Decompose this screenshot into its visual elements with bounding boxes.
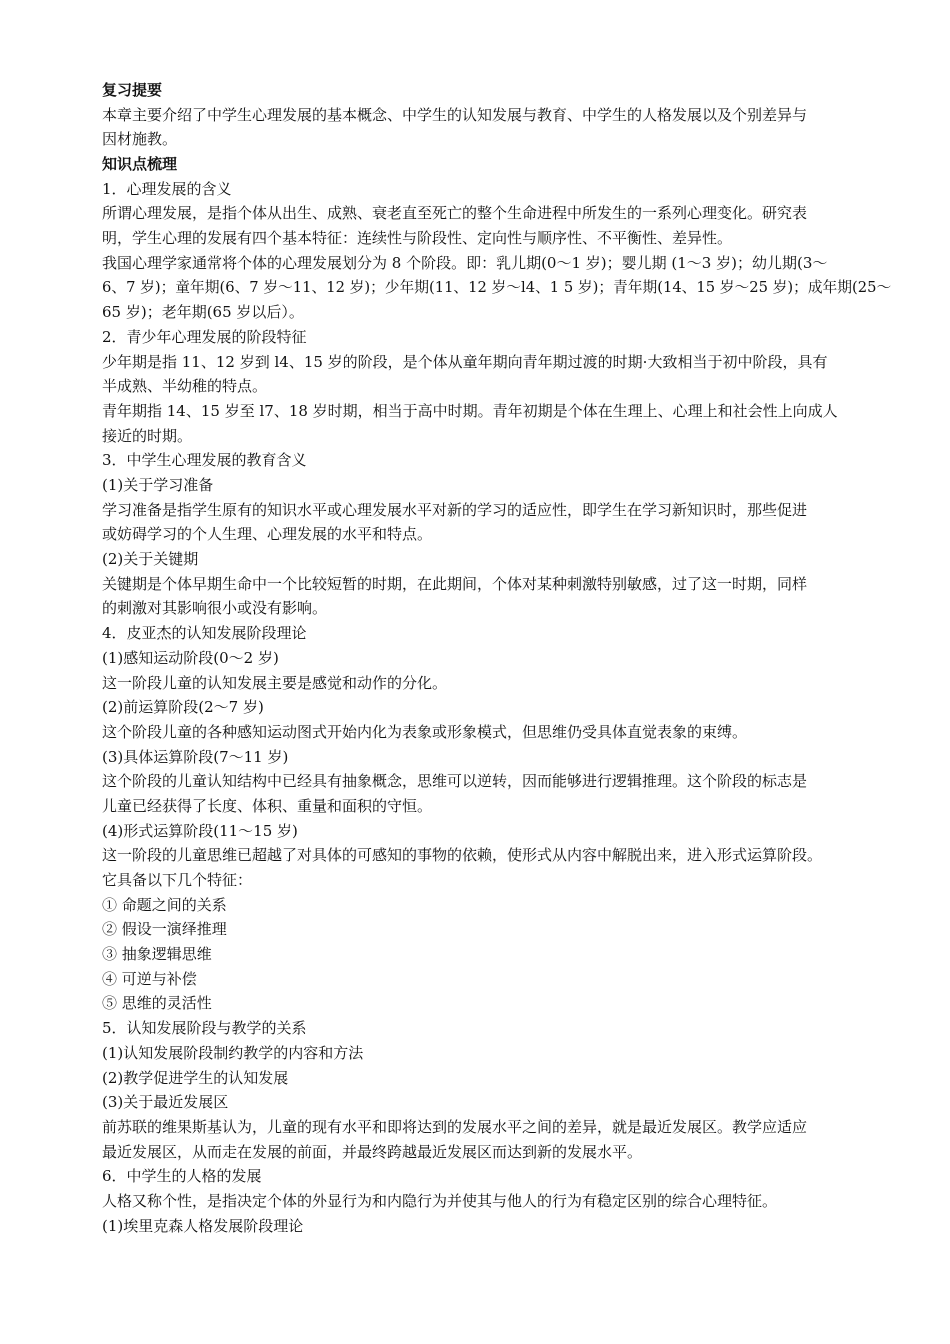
text-line: 学习准备是指学生原有的知识水平或心理发展水平对新的学习的适应性，即学生在学习新知识时，那些促进	[102, 500, 808, 519]
text-line: 最近发展区，从而走在发展的前面，并最终跨越最近发展区而达到新的发展水平。	[102, 1142, 643, 1161]
text-line: 少年期是指 11、12 岁到 l4、15 岁的阶段，是个体从童年期向青年期过渡的时期·大致相当于初中阶段，具有	[102, 352, 828, 371]
text-line: 的刺激对其影响很小或没有影响。	[102, 599, 328, 618]
document-page	[102, 78, 892, 1238]
text-line: 接近的时期。	[102, 426, 193, 445]
text-line: 这一阶段的儿童思维已超越了对具体的可感知的事物的依赖，使形式从内容中解脱出来，进入形式运算阶段。	[102, 846, 823, 865]
text-line: 5．认知发展阶段与教学的关系	[102, 1019, 307, 1038]
section-heading: 复习提要	[102, 81, 163, 99]
text-line: 青年期指 14、15 岁至 l7、18 岁时期，相当于高中时期。青年初期是个体在生理上、心理上和社会性上向成人	[102, 401, 838, 420]
text-line: ① 命题之间的关系	[102, 895, 227, 914]
text-line: 它具备以下几个特征：	[102, 871, 253, 889]
text-line: 所谓心理发展，是指个体从出生、成熟、衰老直至死亡的整个生命进程中所发生的一系列心理变化。研究表	[102, 204, 808, 223]
text-line: (1)埃里克森人格发展阶段理论	[102, 1216, 304, 1235]
text-line: 半成熟、半幼稚的特点。	[102, 377, 268, 396]
text-line: 儿童已经获得了长度、体积、重量和面积的守恒。	[102, 796, 433, 815]
text-line: 1．心理发展的含义	[102, 179, 232, 198]
text-line: (1)感知运动阶段(0～2 岁)	[102, 648, 279, 667]
text-line: 6．中学生的人格的发展	[102, 1167, 262, 1186]
text-line: 因材施教。	[102, 130, 178, 149]
text-line: (1)关于学习准备	[102, 476, 214, 494]
text-line: 明，学生心理的发展有四个基本特征：连续性与阶段性、定向性与顺序性、不平衡性、差异性。	[102, 229, 733, 248]
text-line: ④ 可逆与补偿	[102, 969, 197, 988]
text-line: ③ 抽象逻辑思维	[102, 945, 212, 964]
text-line: (2)关于关键期	[102, 550, 199, 569]
text-line: 本章主要介绍了中学生心理发展的基本概念、中学生的认知发展与教育、中学生的人格发展以及个别差异与	[102, 105, 808, 124]
text-line: (4)形式运算阶段(11～15 岁)	[102, 821, 298, 840]
text-line: 人格又称个性，是指决定个体的外显行为和内隐行为并使其与他人的行为有稳定区别的综合心理特征。	[102, 1191, 778, 1210]
text-line: (3)具体运算阶段(7～11 岁)	[102, 747, 289, 766]
text-line: 前苏联的维果斯基认为，儿童的现有水平和即将达到的发展水平之间的差异，就是最近发展区。教学应适应	[102, 1117, 808, 1136]
text-line: 这个阶段的儿童认知结构中已经具有抽象概念，思维可以逆转，因而能够进行逻辑推理。这个阶段的标志是	[102, 772, 808, 791]
text-line: (3)关于最近发展区	[102, 1093, 229, 1112]
text-line: 或妨碍学习的个人生理、心理发展的水平和特点。	[102, 525, 433, 544]
text-line: 2．青少年心理发展的阶段特征	[102, 327, 307, 346]
text-line: 关键期是个体早期生命中一个比较短暂的时期，在此期间，个体对某种刺激特别敏感，过了这一时期，同样	[102, 574, 808, 593]
text-line: ② 假设一演绎推理	[102, 920, 227, 939]
text-line: (2)教学促进学生的认知发展	[102, 1068, 289, 1087]
section-heading: 知识点梳理	[102, 155, 178, 174]
text-line: 3．中学生心理发展的教育含义	[102, 451, 307, 470]
text-line: (1)认知发展阶段制约教学的内容和方法	[102, 1043, 364, 1062]
text-line: 6、7 岁)；童年期(6、7 岁～11、12 岁)；少年期(11、12 岁～l4、1 5 岁)；青年期(14、15 岁～25 岁)；成年期(25～	[102, 278, 892, 296]
text-line: 4．皮亚杰的认知发展阶段理论	[102, 624, 307, 643]
text-line: 这个阶段儿童的各种感知运动图式开始内化为表象或形象模式，但思维仍受具体直觉表象的束缚。	[102, 722, 748, 741]
text-line: ⑤ 思维的灵活性	[102, 994, 212, 1013]
text-line: 我国心理学家通常将个体的心理发展划分为 8 个阶段。即：乳儿期(0～1 岁)；婴儿期 (1～3 岁)；幼儿期(3～	[102, 253, 828, 272]
text-line: 这一阶段儿童的认知发展主要是感觉和动作的分化。	[102, 673, 448, 692]
text-line: (2)前运算阶段(2～7 岁)	[102, 698, 264, 717]
text-line: 65 岁)；老年期(65 岁以后）。	[102, 303, 304, 322]
